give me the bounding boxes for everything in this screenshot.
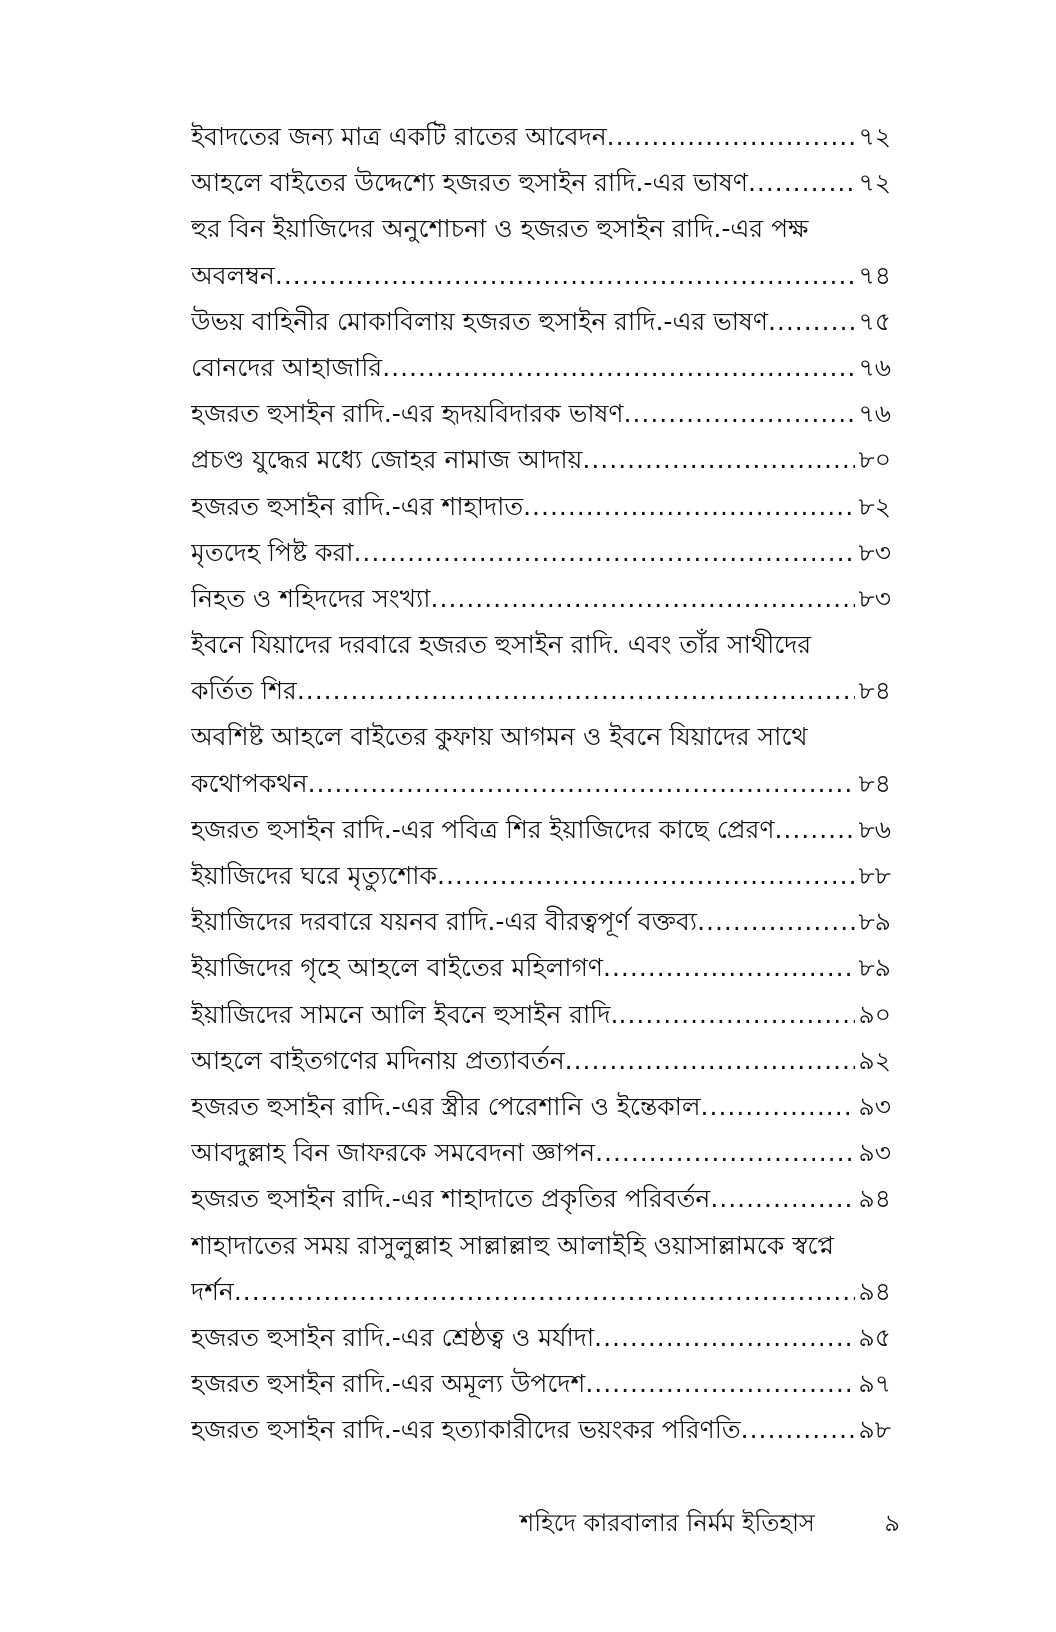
toc-entry [191, 761, 891, 807]
toc-entry [191, 345, 891, 391]
toc-entry-title: হজরত হুসাইন রাদি.-এর স্ত্রীর পেরেশানি ও ইন্তেকাল [191, 1091, 701, 1121]
toc-entry-title: ইবনে যিয়াদের দরবারে হজরত হুসাইন রাদি. এবং তাঁর সাথীদের [191, 630, 812, 660]
toc-entry-title: অবলম্বন [191, 260, 275, 290]
toc-entry [191, 668, 891, 714]
dot-leader [603, 945, 855, 991]
toc-entry-page: ৯৪ [858, 1184, 891, 1214]
dot-leader [585, 1361, 855, 1407]
toc-entry-page: ৮৯ [858, 907, 891, 937]
toc-entry [191, 437, 891, 483]
toc-entry-title: হজরত হুসাইন রাদি.-এর শাহাদাত [191, 491, 524, 521]
dot-leader [382, 345, 855, 391]
toc-entry-title: কথোপকথন [191, 768, 308, 798]
toc-entry [191, 1038, 891, 1084]
toc-entry-page: ৯৮ [858, 1415, 891, 1445]
toc-entry-title: হজরত হুসাইন রাদি.-এর শাহাদাতে প্রকৃতির পরিবর্তন [191, 1184, 711, 1214]
toc-entry-title: ইয়াজিদের ঘরে মৃত্যুশোক [191, 861, 438, 890]
toc-entry-page: ৭৪ [858, 260, 891, 290]
toc-entry-title: আবদুল্লাহ বিন জাফরকে সমবেদনা জ্ঞাপন [191, 1138, 596, 1168]
toc-entry-page: ৭২ [858, 122, 891, 151]
toc-entry-title: অবশিষ্ট আহলে বাইতের কুফায় আগমন ও ইবনে যিয়াদের সাথে [191, 722, 808, 752]
toc-entry-title: উভয় বাহিনীর মোকাবিলায় হজরত হুসাইন রাদি.-এর ভাষণ [191, 306, 768, 336]
toc-entry-page: ৮৬ [858, 814, 891, 844]
toc-entry [191, 1269, 891, 1315]
toc-entry-title: আহলে বাইতের উদ্দেশ্যে হজরত হুসাইন রাদি.-এর ভাষণ [191, 168, 748, 198]
dot-leader [308, 761, 855, 807]
dot-leader [741, 1407, 855, 1453]
toc-entry-page: ৮৮ [858, 861, 891, 890]
toc-entry [191, 714, 891, 760]
toc-entry-page: ৯২ [858, 1045, 891, 1075]
toc-entry-title: শাহাদাতের সময় রাসুলুল্লাহ সাল্লাল্লাহু আলাইহি ওয়াসাল্লামকে স্বপ্নে [191, 1230, 834, 1260]
toc-entry-page: ৯৪ [858, 1276, 891, 1306]
dot-leader [582, 437, 855, 483]
toc-entry-title: প্রচণ্ড যুদ্ধের মধ্যে জোহর নামাজ আদায় [191, 445, 583, 475]
toc-entry-page: ৯৫ [858, 1322, 891, 1352]
running-title: শহিদে কারবালার নির্মম ইতিহাস [520, 1509, 815, 1537]
toc-entry [191, 391, 891, 437]
toc-entry-title: হজরত হুসাইন রাদি.-এর পবিত্র শির ইয়াজিদের কাছে প্রেরণ [191, 814, 775, 844]
toc-entry [191, 1361, 891, 1407]
toc-entry-title: মৃতদেহ পিষ্ট করা [191, 537, 354, 567]
toc-entry [191, 1315, 891, 1361]
toc-entry-title: ইয়াজিদের সামনে আলি ইবনে হুসাইন রাদি. [191, 999, 619, 1029]
toc-entry-page: ৮২ [858, 491, 891, 521]
toc-entry-page: ৯৭ [858, 1369, 891, 1399]
page-number: ৯ [884, 1509, 900, 1537]
toc-entry [191, 853, 891, 899]
toc-entry-title: হজরত হুসাইন রাদি.-এর অমূল্য উপদেশ [191, 1369, 586, 1399]
dot-leader [619, 992, 856, 1038]
dot-leader [624, 391, 855, 437]
dot-leader [437, 853, 855, 899]
toc-entry-title: ইবাদতের জন্য মাত্র একটি রাতের আবেদন [191, 122, 607, 151]
toc-entry-page: ৯০ [858, 999, 891, 1029]
toc-entry-page: ৯৩ [858, 1138, 891, 1168]
toc-entry [191, 622, 891, 668]
toc-entry-page: ৭২ [858, 168, 891, 198]
toc-entry-page: ৮০ [858, 445, 891, 475]
toc-entry [191, 206, 891, 252]
toc-entry [191, 945, 891, 991]
dot-leader [353, 530, 855, 576]
page-footer [520, 1505, 900, 1545]
dot-leader [774, 807, 855, 853]
toc-entry [191, 899, 891, 945]
toc-entry [191, 160, 891, 206]
dot-leader [701, 1084, 855, 1130]
toc-entry [191, 530, 891, 576]
toc-entry-title: ইয়াজিদের গৃহে আহলে বাইতের মহিলাগণ [191, 953, 604, 983]
toc-entry [191, 484, 891, 530]
dot-leader [697, 899, 855, 945]
dot-leader [431, 576, 855, 622]
toc-entry-page: ৭৬ [858, 399, 891, 429]
toc-entry [191, 299, 891, 345]
toc-entry-title: দর্শন [191, 1276, 234, 1306]
dot-leader [523, 484, 855, 530]
toc-entry-title: হজরত হুসাইন রাদি.-এর হৃদয়বিদারক ভাষণ [191, 399, 624, 429]
dot-leader [768, 299, 855, 345]
toc-entry [191, 1407, 891, 1453]
toc-entry-title: হুর বিন ইয়াজিদের অনুশোচনা ও হজরত হুসাইন রাদি.-এর পক্ষ [191, 214, 809, 244]
dot-leader [748, 160, 855, 206]
toc-entry [191, 253, 891, 299]
toc-entry-title: আহলে বাইতগণের মদিনায় প্রত্যাবর্তন [191, 1045, 565, 1075]
toc-entry-title: নিহত ও শহিদদের সংখ্যা [191, 583, 431, 613]
toc-entry [191, 1223, 891, 1269]
dot-leader [565, 1038, 855, 1084]
toc-entry-page: ৭৬ [858, 352, 891, 382]
toc-entry-title: কর্তিত শির [191, 676, 297, 706]
toc-entry-page: ৮৯ [858, 953, 891, 983]
toc-entry [191, 1176, 891, 1222]
toc-entry [191, 576, 891, 622]
dot-leader [234, 1269, 855, 1315]
toc-entry [191, 992, 891, 1038]
dot-leader [297, 668, 855, 714]
toc-entry-title: হজরত হুসাইন রাদি.-এর হত্যাকারীদের ভয়ংকর পরিণতি [191, 1415, 741, 1445]
toc-entry [191, 114, 891, 160]
dot-leader [595, 1130, 855, 1176]
toc-entry-page: ৯৩ [858, 1091, 891, 1121]
toc-entry-title: বোনদের আহাজারি [191, 352, 383, 382]
toc-entry [191, 1130, 891, 1176]
dot-leader [275, 253, 855, 299]
dot-leader [594, 1315, 855, 1361]
toc-entry-page: ৮৪ [858, 676, 891, 706]
toc-entry-page: ৮৪ [858, 768, 891, 798]
toc-entry [191, 807, 891, 853]
toc-entry-page: ৭৫ [858, 306, 891, 336]
toc-entry-page: ৮৩ [858, 583, 891, 613]
dot-leader [607, 114, 855, 160]
toc-entry-page: ৮৩ [858, 537, 891, 567]
toc-entry-title: হজরত হুসাইন রাদি.-এর শ্রেষ্ঠত্ব ও মর্যাদা [191, 1322, 595, 1352]
dot-leader [710, 1176, 855, 1222]
toc-entry-title: ইয়াজিদের দরবারে যয়নব রাদি.-এর বীরত্বপূর্ণ বক্তব্য [191, 907, 698, 937]
toc-entry [191, 1084, 891, 1130]
table-of-contents [191, 114, 891, 1453]
